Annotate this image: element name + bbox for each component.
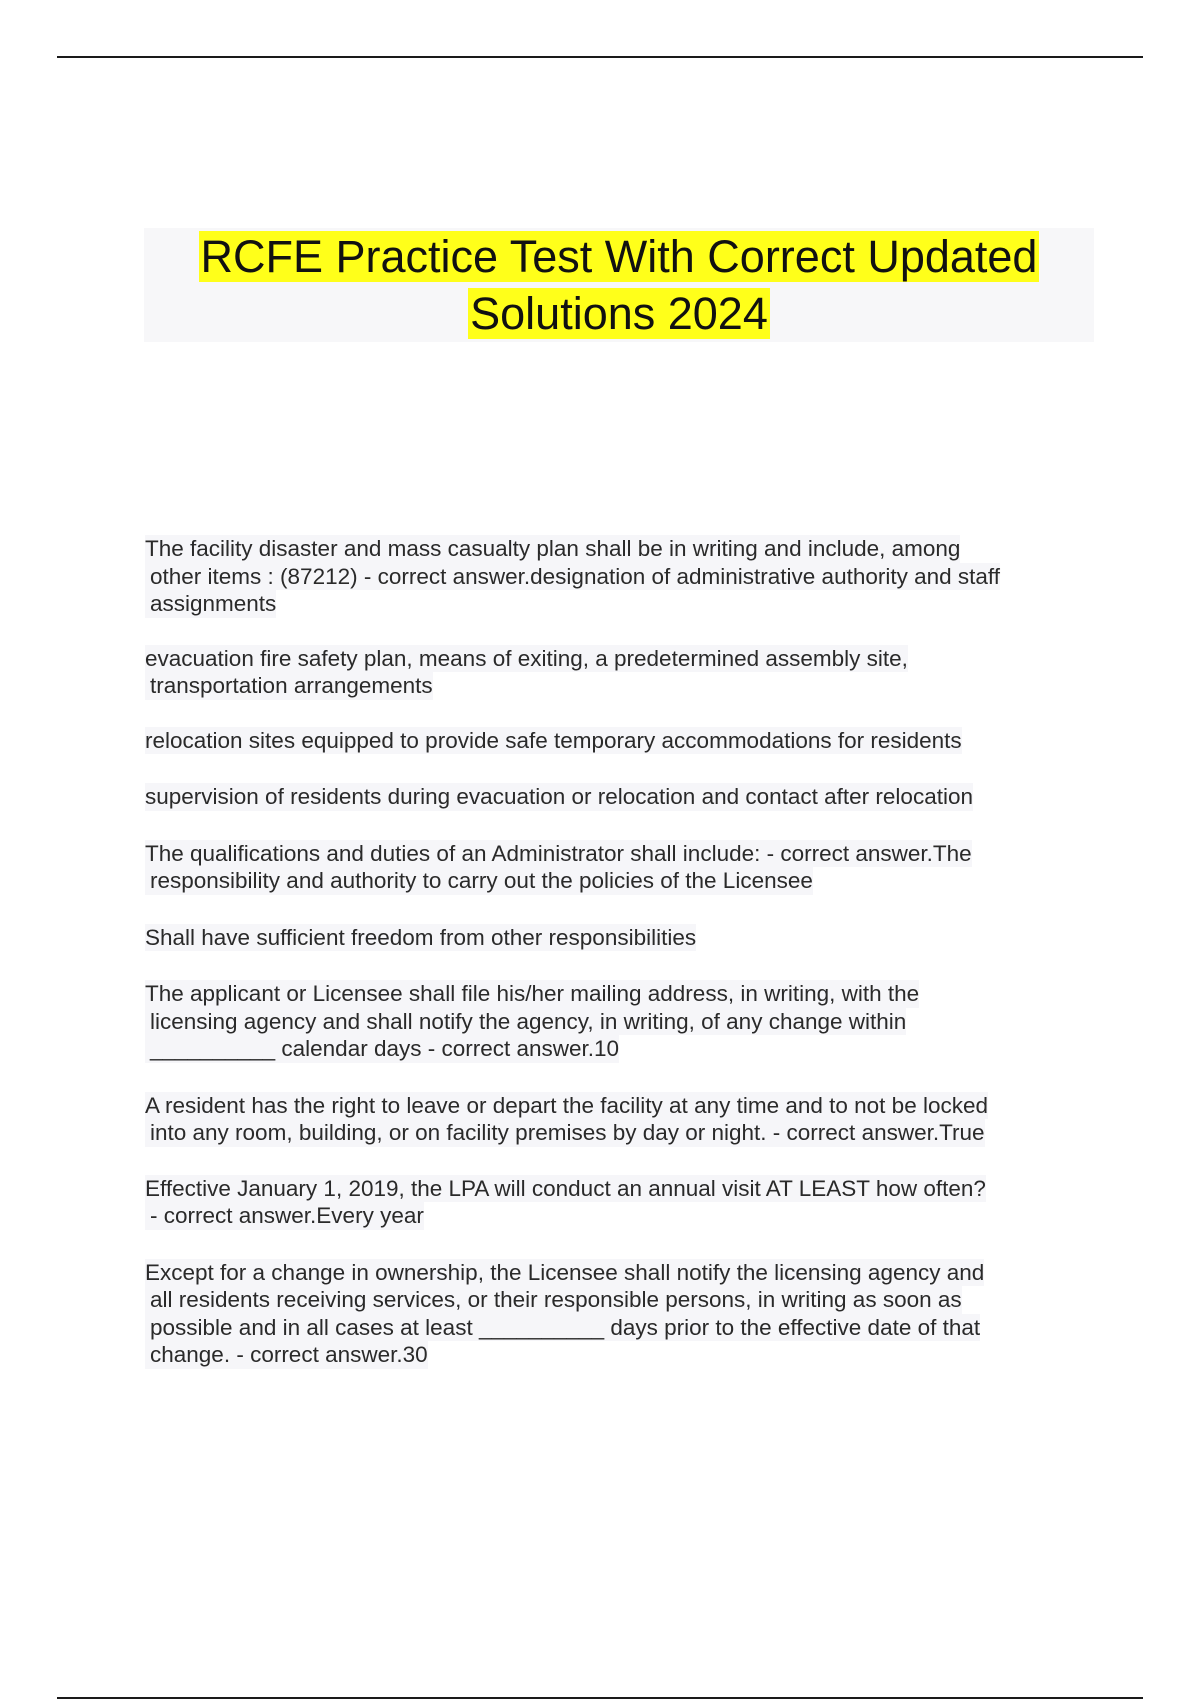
text-line: Effective January 1, 2019, the LPA will conduct an annual visit AT LEAST how often? (145, 1175, 986, 1201)
text-line: licensing agency and shall notify the agency, in writing, of any change within (145, 1008, 906, 1036)
text-line: __________ calendar days - correct answer.10 (145, 1035, 619, 1063)
qa-paragraph (145, 535, 1095, 618)
text-line: change. - correct answer.30 (145, 1341, 428, 1369)
qa-paragraph (145, 980, 1095, 1063)
text-line: supervision of residents during evacuation or relocation and contact after relocation (145, 784, 973, 809)
question-list (145, 535, 1095, 1369)
text-line: A resident has the right to leave or depart the facility at any time and to not be locked (145, 1092, 989, 1118)
text-line: evacuation fire safety plan, means of exiting, a predetermined assembly site, (145, 645, 908, 671)
text-line: assignments (145, 590, 276, 618)
text-line: transportation arrangements (145, 672, 433, 700)
header-rule (57, 56, 1143, 58)
text-line: relocation sites equipped to provide safe temporary accommodations for residents (145, 727, 962, 753)
qa-paragraph (145, 840, 1095, 895)
text-line: possible and in all cases at least __________ days prior to the effective date of that (145, 1314, 980, 1342)
title-line: RCFE Practice Test With Correct Updated (200, 231, 1038, 282)
qa-paragraph (145, 1259, 1095, 1369)
text-line: other items : (87212) - correct answer.designation of administrative authority and staff (145, 563, 1000, 591)
text-line: - correct answer.Every year (145, 1202, 424, 1230)
qa-paragraph (145, 783, 1095, 811)
qa-paragraph (145, 924, 1095, 952)
qa-paragraph (145, 1175, 1095, 1230)
text-line: all residents receiving services, or their responsible persons, in writing as soon as (145, 1286, 962, 1314)
qa-paragraph (145, 645, 1095, 700)
text-line: Shall have sufficient freedom from other responsibilities (145, 924, 697, 950)
qa-paragraph (145, 1092, 1095, 1147)
text-line: The facility disaster and mass casualty plan shall be in writing and include, among (145, 536, 961, 561)
text-line: The qualifications and duties of an Administrator shall include: - correct answer.The (145, 840, 972, 866)
text-line: into any room, building, or on facility premises by day or night. - correct answer.True (145, 1119, 985, 1147)
footer-rule (57, 1697, 1143, 1699)
text-line: responsibility and authority to carry out the policies of the Licensee (145, 867, 813, 895)
document-title (144, 228, 1094, 342)
title-line: Solutions 2024 (470, 288, 768, 339)
qa-paragraph (145, 727, 1095, 755)
text-line: Except for a change in ownership, the Licensee shall notify the licensing agency and (145, 1259, 985, 1285)
text-line: The applicant or Licensee shall file his/her mailing address, in writing, with the (145, 981, 920, 1006)
